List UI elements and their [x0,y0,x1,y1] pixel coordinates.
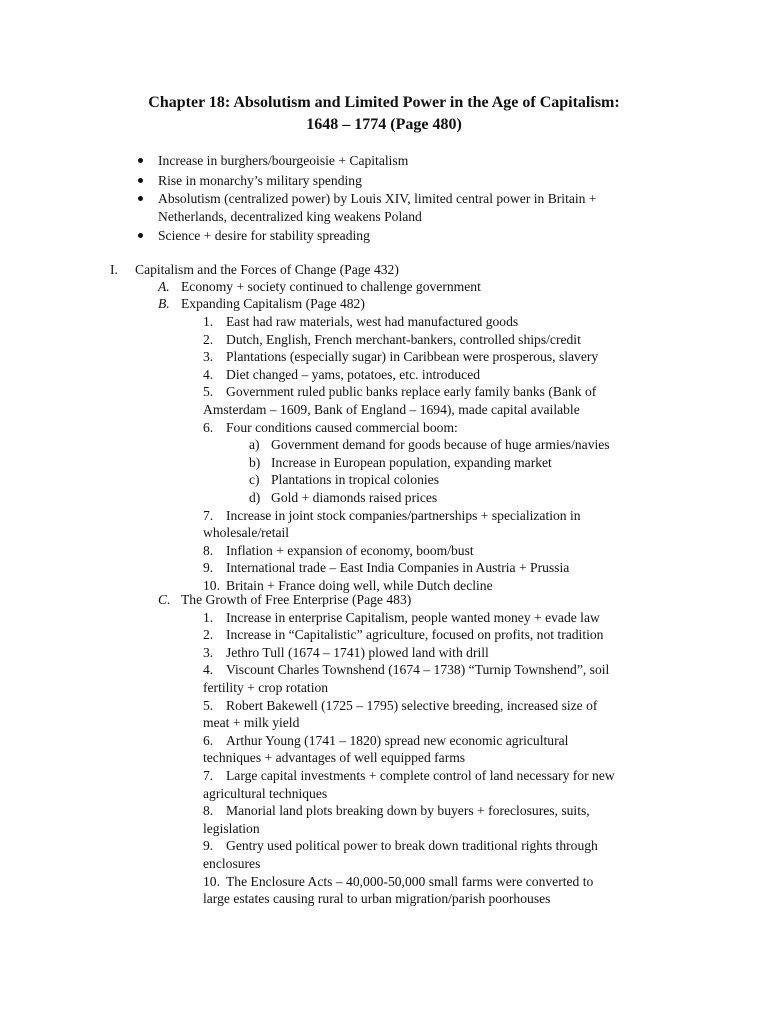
item-text-continued: meat + milk yield [203,715,300,731]
item-text: East had raw materials, west had manufactured goods [226,314,519,329]
item-number: 7. [203,507,214,523]
item-text: Gentry used political power to break down traditional rights through [226,838,598,854]
item-number: 6. [203,419,214,435]
item-text-continued: techniques + advantages of well equipped farms [203,750,466,766]
item-text: Robert Bakewell (1725 – 1795) selective breeding, increased size of [226,697,598,713]
subitem-text: Government demand for goods because of huge armies/navies [271,437,610,453]
item-text: Arthur Young (1741 – 1820) spread new economic agricultural [226,732,569,748]
bullet-text: Absolutism (centralized power) by Louis XIV, limited central power in Britain + [158,191,597,206]
item-text-continued: enclosures [203,856,261,871]
item-text: International trade – East India Companies in Austria + Prussia [226,560,570,576]
item-text: Dutch, English, French merchant-bankers, controlled ships/credit [226,331,581,347]
item-text-continued: large estates causing rural to urban migration/parish poorhouses [203,891,551,907]
subitem-text: Plantations in tropical colonies [271,472,440,488]
item-number: 8. [203,803,214,819]
subitem-text: Increase in European population, expanding market [271,454,552,470]
item-number: 6. [203,732,214,748]
subitem-letter: b) [249,454,261,470]
item-number: 1. [203,314,214,329]
bullet-icon [138,158,143,163]
bullet-text: Increase in burghers/bourgeoisie + Capitalism [158,153,409,168]
item-number: 9. [203,838,214,854]
item-text: Viscount Charles Townshend (1674 – 1738) “Turnip Townshend”, soil [226,662,610,678]
item-number: 9. [203,560,214,576]
bullet-text: Rise in monarchy’s military spending [158,173,362,188]
item-text: Increase in enterprise Capitalism, people wanted money + evade law [226,609,600,625]
item-text-continued: fertility + crop rotation [203,680,329,695]
item-text: Jethro Tull (1674 – 1741) plowed land with drill [226,644,489,660]
item-text: Four conditions caused commercial boom: [226,419,458,435]
item-number: 3. [203,349,214,365]
item-number: 4. [203,366,214,382]
item-text: Plantations (especially sugar) in Caribbean were prosperous, slavery [226,349,599,365]
chapter-title-line-2: 1648 – 1774 (Page 480) [306,116,462,133]
item-number: 10. [203,873,220,889]
item-text: Britain + France doing well, while Dutch decline [226,578,493,593]
subsection-marker: A. [158,279,170,294]
item-text: Inflation + expansion of economy, boom/bust [226,542,474,558]
item-text: Increase in “Capitalistic” agriculture, focused on profits, not tradition [226,627,604,643]
item-text: Manorial land plots breaking down by buyers + foreclosures, suits, [226,803,590,819]
section-marker: I. [110,262,118,277]
chapter-title-line-1: Chapter 18: Absolutism and Limited Power in the Age of Capitalism: [148,94,620,111]
item-number: 3. [203,644,214,660]
item-text: Diet changed – yams, potatoes, etc. introduced [226,366,481,382]
subitem-letter: d) [249,490,261,505]
subitem-letter: a) [249,437,260,453]
item-text-continued: wholesale/retail [203,525,290,541]
item-text-continued: Amsterdam – 1609, Bank of England – 1694), made capital available [203,402,580,417]
item-text-continued: legislation [203,820,260,836]
subitem-letter: c) [249,472,260,488]
item-number: 8. [203,542,214,558]
subsection-text: Economy + society continued to challenge government [181,279,481,294]
bullet-text: Science + desire for stability spreading [158,228,370,243]
bullet-text: Netherlands, decentralized king weakens Poland [158,209,422,224]
item-text: Increase in joint stock companies/partnerships + specialization in [226,507,581,523]
item-number: 4. [203,662,214,678]
bullet-icon [138,233,143,238]
subsection-marker: B. [158,296,170,311]
item-number: 5. [203,697,214,713]
item-number: 1. [203,609,214,625]
item-text: The Enclosure Acts – 40,000-50,000 small farms were converted to [226,873,594,889]
bullet-icon [138,178,143,183]
item-text-continued: agricultural techniques [203,785,328,801]
bullet-icon [138,196,143,201]
item-text: Government ruled public banks replace early family banks (Bank of [226,384,597,400]
item-number: 2. [203,331,214,347]
subitem-text: Gold + diamonds raised prices [271,490,438,505]
section-heading: Capitalism and the Forces of Change (Page 432) [135,262,399,277]
subsection-text: Expanding Capitalism (Page 482) [181,296,365,311]
subsection-text: The Growth of Free Enterprise (Page 483) [181,592,412,607]
subsection-marker: C. [158,592,171,607]
item-text: Large capital investments + complete control of land necessary for new [226,768,615,783]
item-number: 10. [203,578,220,593]
item-number: 5. [203,384,214,400]
item-number: 2. [203,627,214,643]
item-number: 7. [203,768,214,783]
